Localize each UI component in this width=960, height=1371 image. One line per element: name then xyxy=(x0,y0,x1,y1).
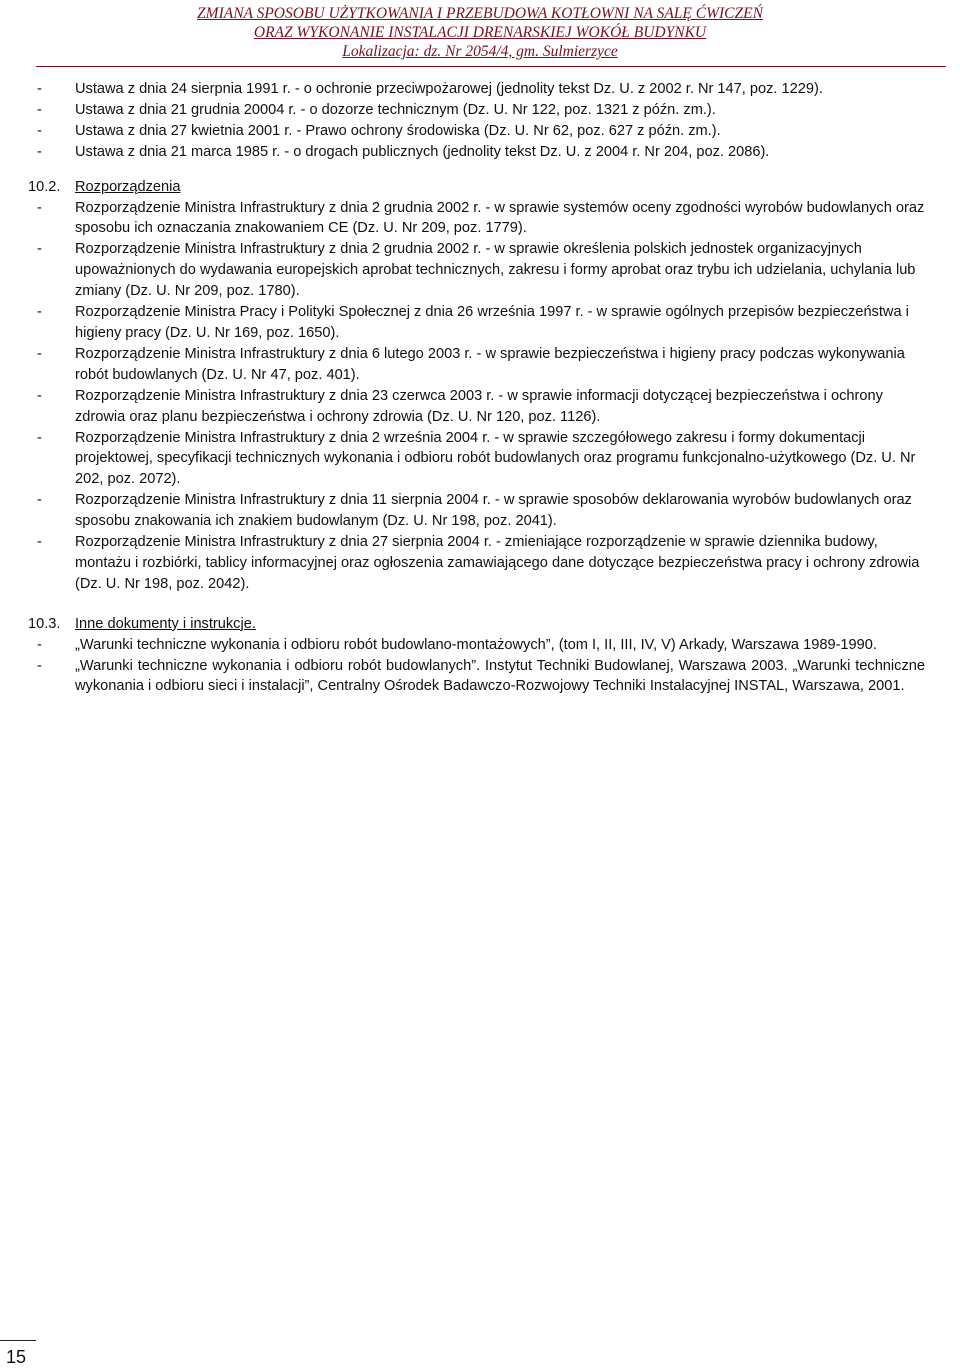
page-number: 15 xyxy=(6,1347,27,1367)
list-item: - „Warunki techniczne wykonania i odbioru robót budowlano-montażowych”, (tom I, II, III, IV, V) Arkady, Warszawa 1989-1990. xyxy=(37,636,877,653)
list-item: - Rozporządzenie Ministra Infrastruktury z dnia 11 sierpnia 2004 r. - w sprawie sposobów deklarowania wyrobów budowlanych oraz sposobu znakowania ich znakiem budowlanym (Dz. U. Nr 198, poz. 2041). xyxy=(37,492,912,530)
header-rule xyxy=(36,66,946,67)
section-title: Inne dokumenty i instrukcje. xyxy=(75,615,256,632)
section-heading-other-docs xyxy=(28,614,925,635)
list-item: - Ustawa z dnia 24 sierpnia 1991 r. - o ochronie przeciwpożarowej (jednolity tekst Dz. U. z 2002 r. Nr 147, poz. 1229). xyxy=(37,81,823,97)
list-item: - „Warunki techniczne wykonania i odbioru robót budowlanych”. Instytut Techniki Budowlanej, Warszawa 2003. „Warunki techniczne wykonania i odbioru sieci i instalacji”, Centralny Ośrodek Badawczo-Rozwojowy Techniki Instalacyjnej INSTAL, Warszawa, 2001. xyxy=(37,657,925,695)
section-heading-regulations xyxy=(28,177,925,198)
header-title-line1: ZMIANA SPOSOBU UŻYTKOWANIA I PRZEBUDOWA KOTŁOWNI NA SALĘ ĆWICZEŃ xyxy=(197,5,763,22)
list-item: - Ustawa z dnia 27 kwietnia 2001 r. - Prawo ochrony środowiska (Dz. U. Nr 62, poz. 627 z późn. zm.). xyxy=(37,122,721,139)
list-item: - Rozporządzenie Ministra Infrastruktury z dnia 23 czerwca 2003 r. - w sprawie informacji dotyczącej bezpieczeństwa i ochrony zdrowia oraz planu bezpieczeństwa i ochrony zdrowia (Dz. U. Nr 120, poz. 1126). xyxy=(37,387,883,425)
header-title-line2: ORAZ WYKONANIE INSTALACJI DRENARSKIEJ WOKÓŁ BUDYNKU xyxy=(253,24,707,41)
list-item: - Rozporządzenie Ministra Pracy i Polityki Społecznej z dnia 26 września 1997 r. - w sprawie ogólnych przepisów bezpieczeństwa i higieny pracy (Dz. U. Nr 169, poz. 1650). xyxy=(37,304,909,341)
list-item: - Ustawa z dnia 21 marca 1985 r. - o drogach publicznych (jednolity tekst Dz. U. z 2004 r. Nr 204, poz. 2086). xyxy=(37,143,770,160)
list-item: - Rozporządzenie Ministra Infrastruktury z dnia 2 grudnia 2002 r. - w sprawie systemów oceny zgodności wyrobów budowlanych oraz sposobu ich oznaczania znakowaniem CE (Dz. U. Nr 209, poz. 1779). xyxy=(37,199,925,237)
list-item: - Rozporządzenie Ministra Infrastruktury z dnia 2 grudnia 2002 r. - w sprawie określenia polskich jednostek organizacyjnych upoważnionych do wydawania europejskich aprobat technicznych, zakresu i formy aprobat oraz trybu ich udzielania, uchylania lub zmiany (Dz. U. Nr 209, poz. 1780). xyxy=(37,241,916,300)
header-location: Lokalizacja: dz. Nr 2054/4, gm. Sulmierzyce xyxy=(342,43,618,60)
section-number: 10.2. xyxy=(28,178,61,195)
section-title: Rozporządzenia xyxy=(75,178,181,195)
list-item: - Rozporządzenie Ministra Infrastruktury z dnia 27 sierpnia 2004 r. - zmieniające rozporządzenie w sprawie dziennika budowy, montażu i rozbiórki, tablicy informacyjnej oraz ogłoszenia zamawiającego dane dotyczące bezpieczeństwa pracy i ochrony zdrowia (Dz. U. Nr 198, poz. 2042). xyxy=(37,534,920,592)
footer-rule xyxy=(0,1340,36,1341)
document-header xyxy=(0,4,960,61)
list-item: - Rozporządzenie Ministra Infrastruktury z dnia 2 września 2004 r. - w sprawie szczegółowego zakresu i formy dokumentacji projektowej, specyfikacji technicznych wykonania i odbioru robót budowlanych oraz programu funkcjonalno-użytkowego (Dz. U. Nr 202, poz. 2072). xyxy=(37,429,916,488)
law-list xyxy=(35,79,925,163)
list-item: - Rozporządzenie Ministra Infrastruktury z dnia 6 lutego 2003 r. - w sprawie bezpieczeństwa i higieny pracy podczas wykonywania robót budowlanych (Dz. U. Nr 47, poz. 401). xyxy=(37,345,905,383)
other-docs-list xyxy=(35,635,925,698)
list-item: - Ustawa z dnia 21 grudnia 20004 r. - o dozorze technicznym (Dz. U. Nr 122, poz. 1321 z późn. zm.). xyxy=(37,101,716,118)
section-number: 10.3. xyxy=(28,615,61,632)
regulations-list xyxy=(35,198,925,595)
document-body xyxy=(28,79,925,697)
